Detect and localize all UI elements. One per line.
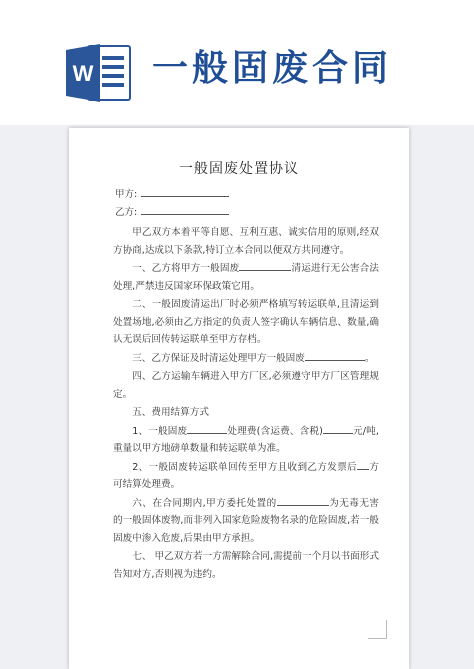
paragraph-7: 七、 甲乙双方若一方需解除合同,需提前一个月以书面形式告知对方,否则视为违约。 (113, 551, 379, 580)
banner (0, 0, 474, 125)
paragraph-4: 四、乙方运输车辆进入甲方厂区,必须遵守甲方厂区管理规定。 (113, 371, 379, 400)
party-a-field[interactable] (141, 187, 229, 197)
banner-title: 一般固废合同 (152, 48, 393, 89)
blank-waste-name[interactable] (239, 261, 291, 271)
party-a-label: 甲方: (115, 189, 138, 200)
party-a-row (115, 186, 229, 200)
paragraph-5: 五、费用结算方式 (132, 407, 209, 418)
document-page (69, 128, 409, 669)
party-b-row (115, 204, 229, 218)
word-icon-letter: W (72, 61, 94, 86)
blank-waste-item[interactable] (305, 351, 365, 361)
blank-days[interactable] (357, 460, 369, 470)
paragraph-5-1: 1、一般固废 处理费(含运费、含税) 元/吨,重量以甲方地磅单数量和转运联单为准。 (113, 425, 379, 454)
page-corner-mark (368, 620, 387, 639)
party-b-label: 乙方: (115, 207, 138, 218)
blank-price[interactable] (323, 424, 353, 434)
paragraph-intro: 甲乙双方本着平等自愿、互利互惠、诚实信用的原则,经双方协商,达成以下条款,特订立本合同以便双方共同遵守。 (113, 227, 379, 256)
paragraph-1: 一、乙方将甲方一般固废 清运进行无公害合法处理,严禁违反国家环保政策它用。 (113, 263, 380, 292)
paragraph-5-2: 2、一般固废转运联单回传至甲方且收到乙方发票后 方可结算处理费。 (113, 461, 380, 490)
word-icon (66, 44, 132, 102)
document-title: 一般固废处置协议 (179, 161, 299, 177)
paragraph-2: 二、一般固废清运出厂时必须严格填写转运联单,且清运到处置场地,必须由乙方指定的负责人签字确认车辆信息、数量,确认无误后回传转运联单至甲方存档。 (113, 299, 379, 345)
paragraph-3: 三、乙方保证及时清运处理甲方一般固废 。 (132, 352, 375, 364)
paragraph-6: 六、在合同期内,甲方委托处置的 为无毒无害的一般固体废物,而非列入国家危险废物名录的危险固废,若一般固废中渗入危废,后果由甲方承担。 (113, 497, 379, 544)
document-body (113, 224, 379, 584)
blank-waste-desc[interactable] (277, 496, 329, 506)
party-b-field[interactable] (141, 205, 229, 215)
blank-waste-type[interactable] (187, 424, 227, 434)
